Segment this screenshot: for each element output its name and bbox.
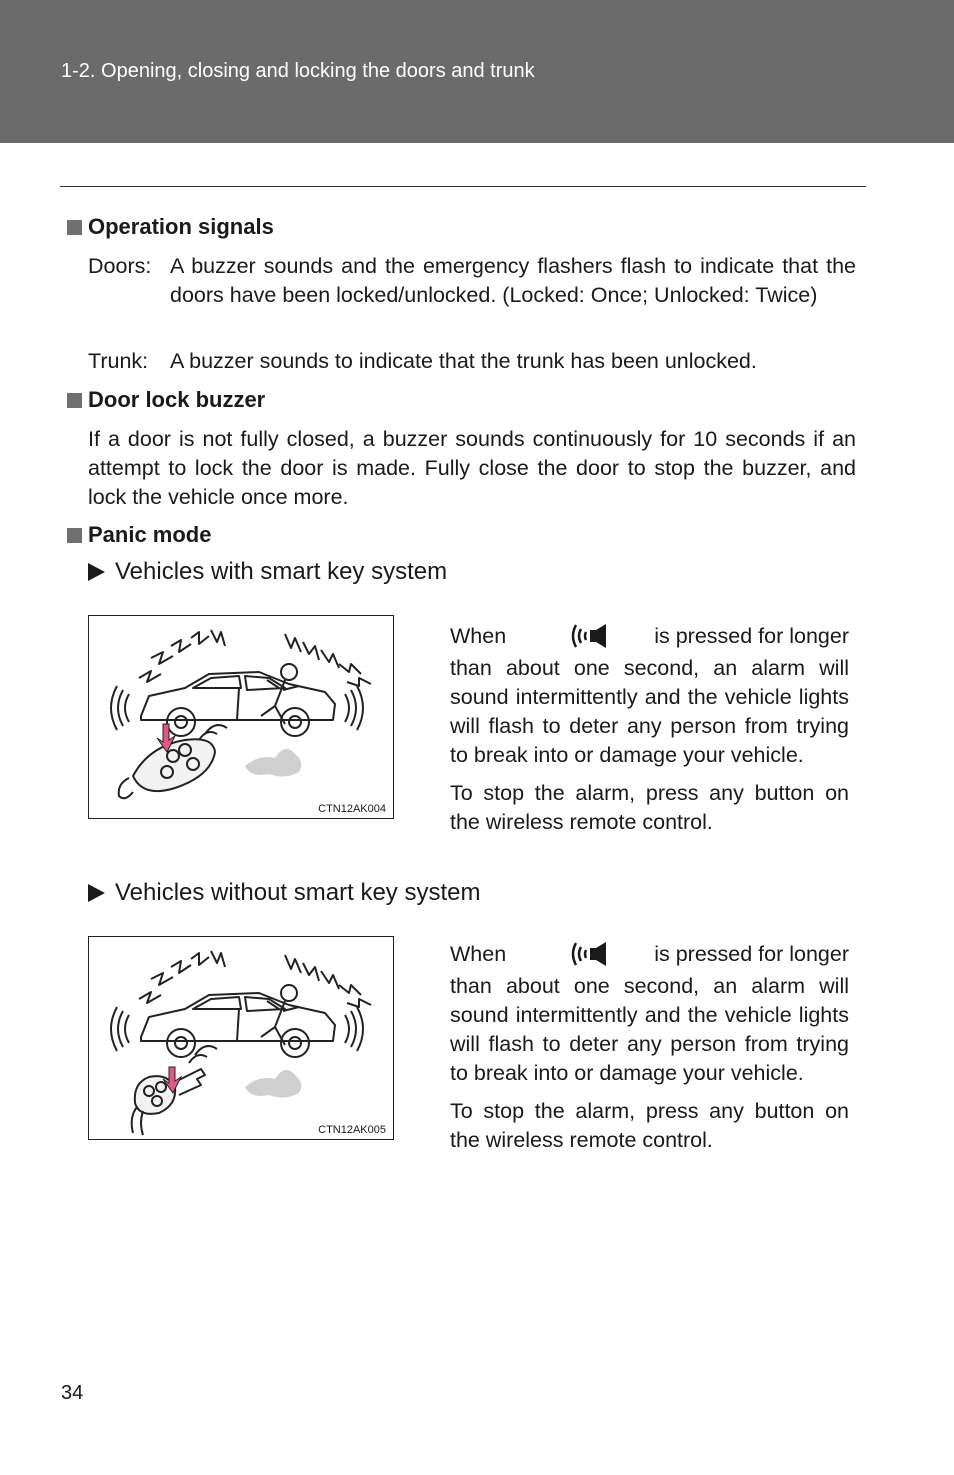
trunk-text: A buzzer sounds to indicate that the trunk has been unlocked. xyxy=(170,349,757,373)
page-number: 34 xyxy=(61,1382,84,1404)
square-bullet-icon xyxy=(67,220,82,235)
trunk-label: Trunk: xyxy=(88,349,149,373)
smart-key-description xyxy=(450,618,849,837)
alarm-text: than about one second, an alarm will sound intermittently and the vehicle lights will flash to deter any person from trying to break into or damage your vehicle. xyxy=(450,974,849,1085)
heading-operation-signals: Operation signals xyxy=(67,214,274,240)
buzzer-text: If a door is not fully closed, a buzzer sounds continuously for 10 seconds if an attempt to lock the door is made. Fully close the door to stop the buzzer, and lock the vehicle once more. xyxy=(88,427,856,509)
car-alarm-illustration xyxy=(89,937,392,1138)
when-word: When xyxy=(450,623,507,648)
square-bullet-icon xyxy=(67,393,82,408)
figure-code: CTN12AK005 xyxy=(318,1124,386,1136)
triangle-right-icon xyxy=(88,563,105,581)
subheading-smart-key: Vehicles with smart key system xyxy=(88,558,447,586)
when-rest: is pressed for longer xyxy=(654,941,849,966)
doors-text: A buzzer sounds and the emergency flashers flash to indicate that the doors have been locked/unlocked. (Locked: Once; Unlocked: Twice) xyxy=(170,254,856,307)
panic-alarm-icon xyxy=(568,939,612,969)
heading-panic-mode: Panic mode xyxy=(67,522,211,548)
alarm-text: than about one second, an alarm will sound intermittently and the vehicle lights will flash to deter any person from trying to break into or damage your vehicle. xyxy=(450,656,849,767)
when-rest: is pressed for longer xyxy=(654,623,849,648)
figure-code: CTN12AK004 xyxy=(318,803,386,815)
no-smart-key-description xyxy=(450,936,849,1155)
page-header xyxy=(0,0,954,143)
chapter-title: 1-2. Opening, closing and locking the doors and trunk xyxy=(61,60,535,82)
stop-alarm-text: To stop the alarm, press any button on the wireless remote control. xyxy=(450,1099,849,1152)
heading-door-lock-buzzer: Door lock buzzer xyxy=(67,387,265,413)
figure-no-smart-key-alarm xyxy=(88,936,394,1140)
panic-alarm-icon xyxy=(568,621,612,651)
figure-smart-key-alarm xyxy=(88,615,394,819)
header-rule xyxy=(60,186,866,187)
doors-label: Doors: xyxy=(88,254,152,278)
when-word: When xyxy=(450,941,507,966)
stop-alarm-text: To stop the alarm, press any button on the wireless remote control. xyxy=(450,781,849,834)
subheading-no-smart-key: Vehicles without smart key system xyxy=(88,879,480,907)
square-bullet-icon xyxy=(67,528,82,543)
car-alarm-illustration xyxy=(89,616,392,817)
triangle-right-icon xyxy=(88,884,105,902)
